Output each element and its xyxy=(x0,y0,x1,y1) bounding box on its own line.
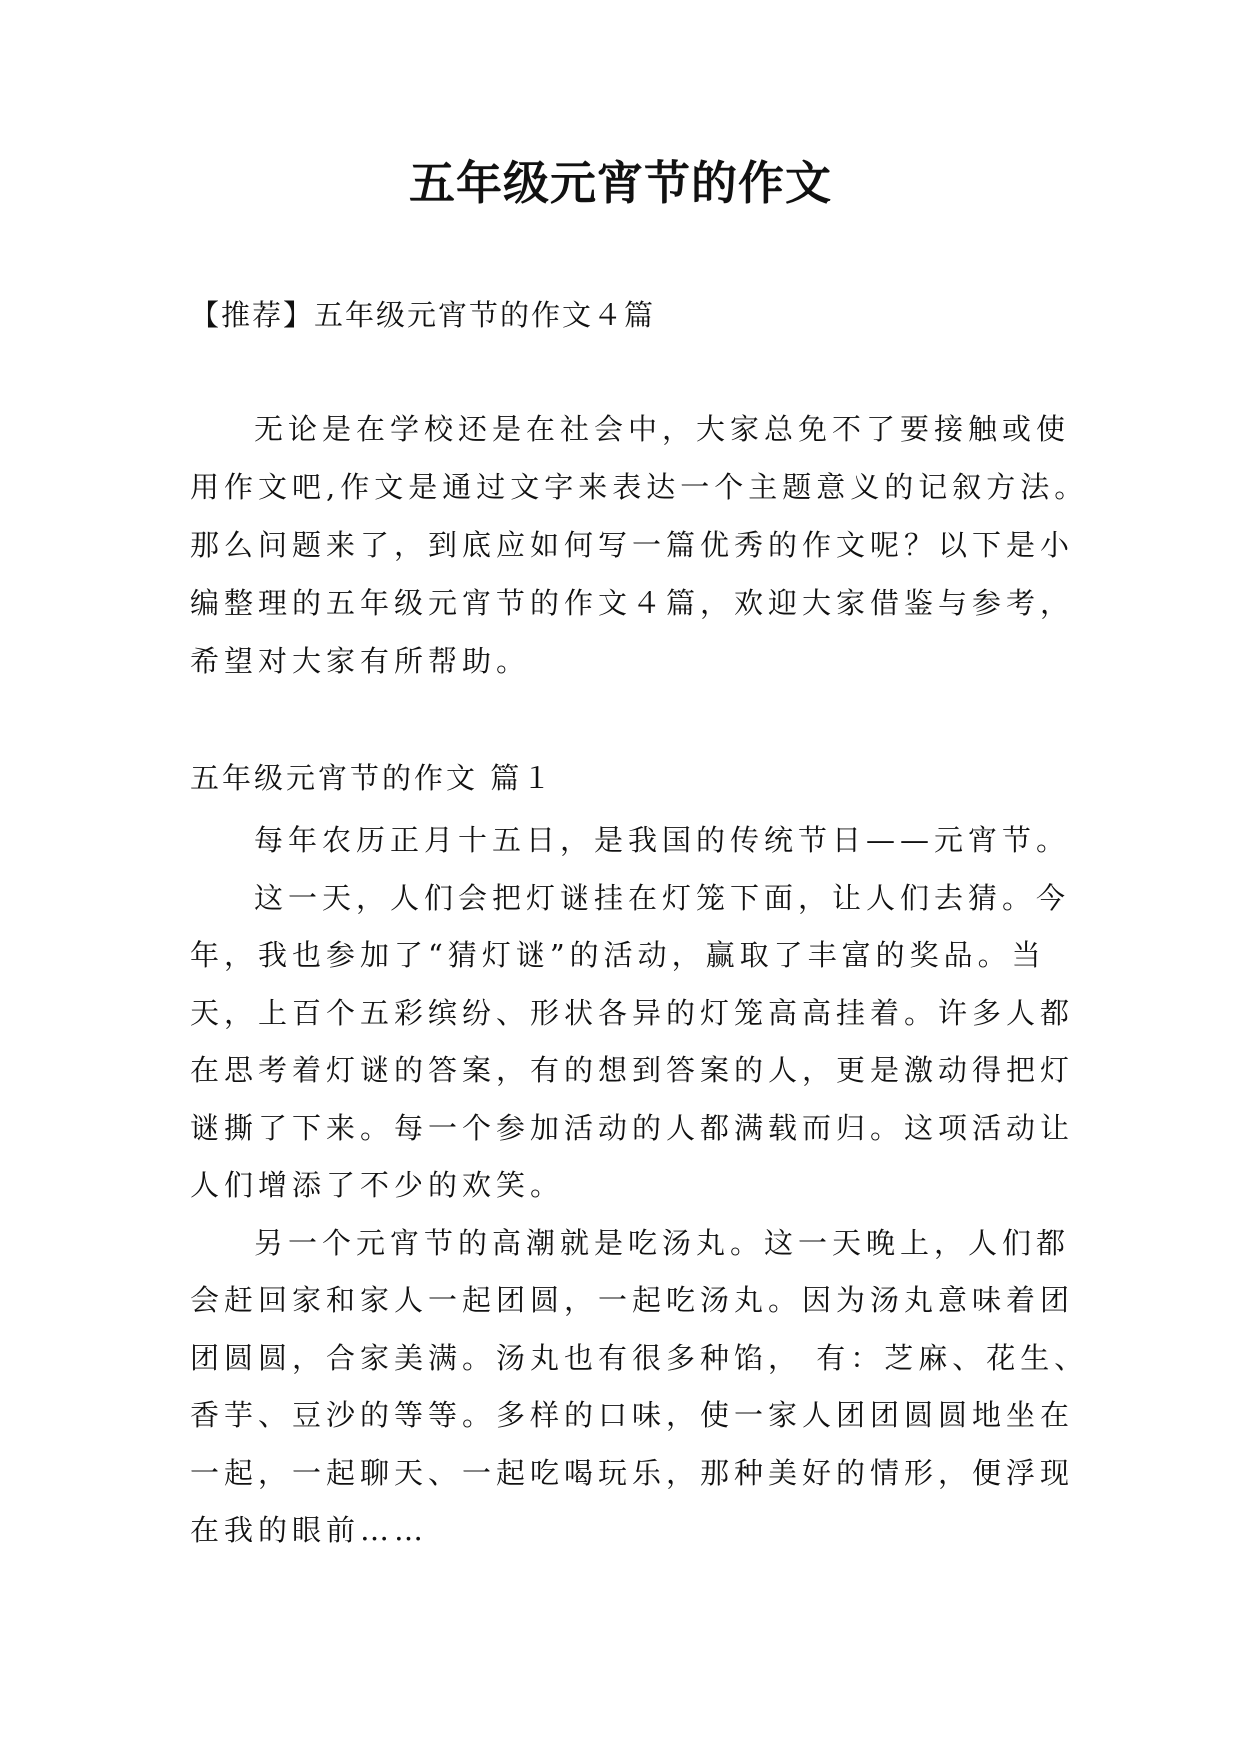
body-line: 香芋、豆沙的等等。多样的口味，使一家人团团圆圆地坐在 xyxy=(190,1398,1075,1432)
document-title: 五年级元宵节的作文 xyxy=(409,156,832,210)
intro-line: 编整理的五年级元宵节的作文４篇，欢迎大家借鉴与参考， xyxy=(190,586,1075,620)
body-line: 每年农历正月十五日，是我国的传统节日——元宵节。 xyxy=(254,823,1071,857)
intro-line: 无论是在学校还是在社会中，大家总免不了要接触或使 xyxy=(254,412,1071,446)
body-line: 另一个元宵节的高潮就是吃汤丸。这一天晚上，人们都 xyxy=(254,1225,1071,1260)
body-line: 会赶回家和家人一起团圆，一起吃汤丸。因为汤丸意味着团 xyxy=(190,1283,1075,1317)
intro-paragraph xyxy=(190,400,1089,690)
body-line: 团圆圆，合家美满。汤丸也有很多种馅， 有：芝麻、花生、 xyxy=(190,1340,1089,1375)
intro-line: 那么问题来了，到底应如何写一篇优秀的作文呢？以下是小 xyxy=(190,528,1075,562)
intro-line: 希望对大家有所帮助。 xyxy=(190,644,531,678)
document-subtitle: 【推荐】五年级元宵节的作文４篇 xyxy=(190,298,656,332)
body-line: 在我的眼前…… xyxy=(190,1513,429,1547)
body-line: 人们增添了不少的欢笑。 xyxy=(190,1168,565,1202)
body-line: 年，我也参加了“猜灯谜”的活动，赢取了丰富的奖品。当 xyxy=(190,938,1046,972)
essay-body xyxy=(190,812,1089,1560)
body-line: 在思考着灯谜的答案，有的想到答案的人，更是激动得把灯 xyxy=(190,1053,1075,1087)
body-line: 这一天，人们会把灯谜挂在灯笼下面，让人们去猜。今 xyxy=(254,880,1071,915)
body-line: 谜撕了下来。每一个参加活动的人都满载而归。这项活动让 xyxy=(190,1110,1075,1145)
body-line: 天，上百个五彩缤纷、形状各异的灯笼高高挂着。许多人都 xyxy=(190,995,1075,1030)
section-heading: 五年级元宵节的作文 篇１ xyxy=(190,761,555,795)
body-line: 一起，一起聊天、一起吃喝玩乐，那种美好的情形，便浮现 xyxy=(190,1455,1075,1490)
intro-line: 用作文吧,作文是通过文字来表达一个主题意义的记叙方法。 xyxy=(190,470,1089,504)
